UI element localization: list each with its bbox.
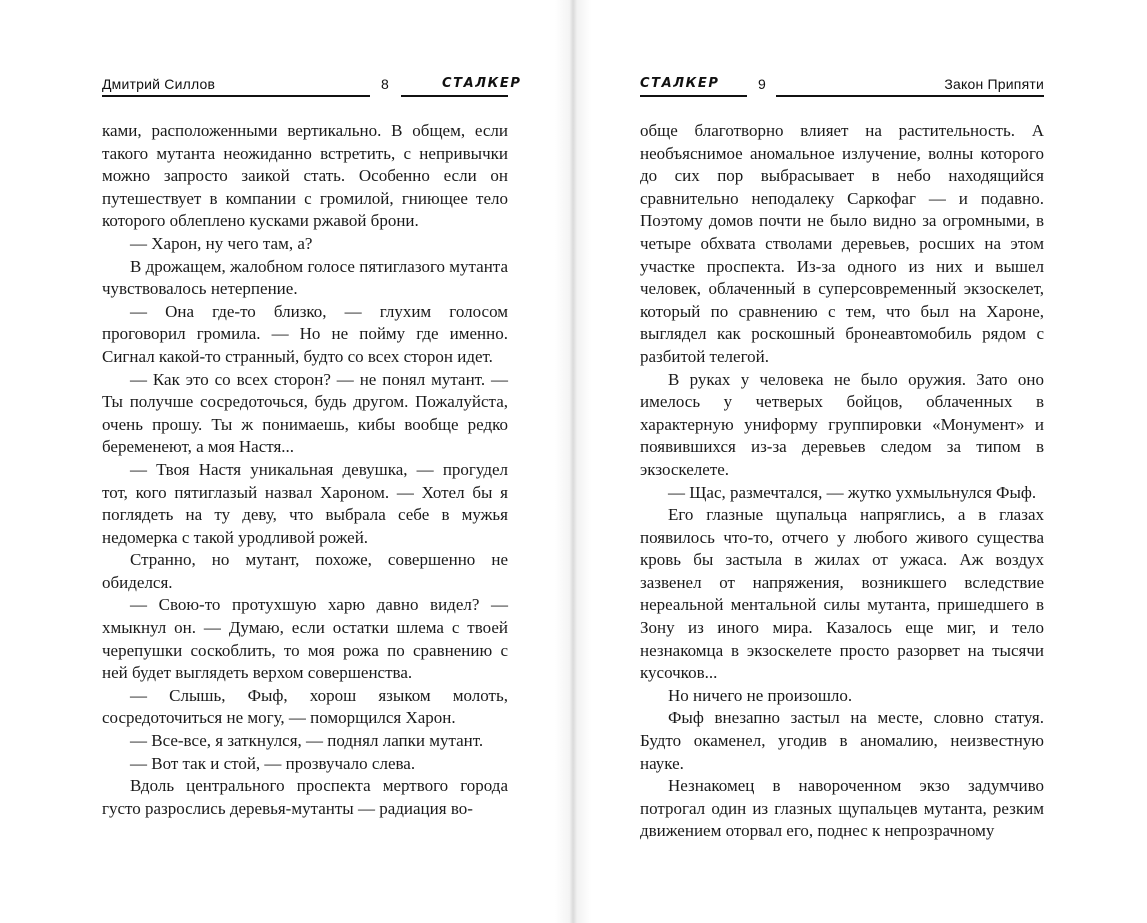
paragraph: — Вот так и стой, — прозвучало слева. — [130, 753, 416, 773]
header-rule — [776, 95, 1044, 97]
paragraph: В дрожащем, жалобном голосе пятиглазого мутанта чувствовалось нетерпение. — [102, 256, 508, 299]
paragraph: В руках у человека не было оружия. Зато оно имелось у четверых бойцов, облаченных в характерную униформу группировки «Монумент» и появившихся из-за деревьев следом за типом в экзоскелете. — [640, 369, 1044, 479]
left-body-text — [102, 120, 508, 820]
paragraph: Его глазные щупальца напряглись, а в глазах появилось что-то, отчего у любого живого существа кровь бы застыла в жилах от ужаса. Аж воздух зазвенел от напряжения, возникшего вследствие нереальной ментальной силы мутанта, пришедшего в Зону из иного мира. Казалось еще миг, и тело незнакомца в экзоскелете просто разорвет на тысячи кусочков... — [640, 505, 1044, 683]
paragraph: Фыф внезапно застыл на месте, словно статуя. Будто окаменел, угодив в аномалию, неизвестную науке. — [640, 708, 1044, 773]
series-title: СТАЛКЕР — [640, 76, 720, 91]
page-number: 9 — [758, 76, 766, 92]
right-body-text — [640, 120, 1044, 843]
paragraph: Странно, но мутант, похоже, совершенно не обиделся. — [102, 550, 508, 592]
paragraph: — Все-все, я заткнулся, — поднял лапки мутант. — [130, 731, 484, 751]
series-title: СТАЛКЕР — [442, 76, 522, 91]
paragraph: — Свою-то протухшую харю давно видел? — хмыкнул он. — Думаю, если остатки шлема с твоей черепушки соскоблить, то моя рожа по сравнению с ней будет выглядеть верхом совершенства. — [102, 595, 508, 683]
header-rule — [102, 95, 370, 97]
paragraph: — Слышь, Фыф, хорош языком молоть, сосредоточиться не могу, — поморщился Харон. — [102, 685, 508, 728]
paragraph: Но ничего не произошло. — [668, 685, 853, 705]
right-page — [573, 0, 1147, 923]
left-page — [0, 0, 573, 923]
author-name: Дмитрий Силлов — [102, 76, 216, 92]
paragraph: Вдоль центрального проспекта мертвого города густо разрослись деревья-мутанты — радиация во- — [102, 776, 508, 818]
header-rule — [401, 95, 508, 97]
paragraph: обще благотворно влияет на растительность. А необъяснимое аномальное излучение, волны которого до сих пор выбрасывает в небо находящийся сравнительно неподалеку Саркофаг — и подавно. Поэтому домов почти не было видно за огромными, в четыре обхвата стволами деревьев, росших на этом участке проспекта. Из-за одного из них и вышел человек, облаченный в суперсовременный экзоскелет, который по сравнению с тем, что был на Хароне, выглядел как роскошный бронеавтомобиль рядом с разбитой телегой. — [640, 121, 1044, 366]
header-rule — [640, 95, 747, 97]
paragraph: — Щас, размечтался, — жутко ухмыльнулся Фыф. — [668, 482, 1037, 502]
book-title: Закон Припяти — [944, 76, 1044, 92]
paragraph: Незнакомец в навороченном экзо задумчиво потрогал один из глазных щупальцев мутанта, резким движением оторвал его, поднес к непрозрачному — [640, 776, 1044, 841]
paragraph: — Твоя Настя уникальная девушка, — прогудел тот, кого пятиглазый назвал Хароном. — Хотел бы я поглядеть на ту деву, что выбрала себе в мужья недомерка с такой уродливой рожей. — [102, 459, 508, 547]
paragraph: — Харон, ну чего там, а? — [130, 233, 313, 253]
right-running-header — [640, 76, 1044, 98]
paragraph: — Как это со всех сторон? — не понял мутант. — Ты получше сосредоточься, будь другом. Пожалуйста, очень прошу. Ты ж понимаешь, кибы вообще редко беременеют, а моя Настя... — [102, 369, 508, 457]
paragraph: — Она где-то близко, — глухим голосом проговорил громила. — Но не пойму где именно. Сигнал какой-то странный, будто со всех сторон идет. — [102, 301, 508, 366]
left-running-header — [102, 76, 522, 98]
page-number: 8 — [381, 76, 389, 92]
paragraph: ками, расположенными вертикально. В общем, если такого мутанта неожиданно встретить, с непривычки можно запросто заикой стать. Особенно если он путешествует в компании с громилой, гниющее тело которого облеплено кусками ржавой брони. — [102, 121, 508, 231]
